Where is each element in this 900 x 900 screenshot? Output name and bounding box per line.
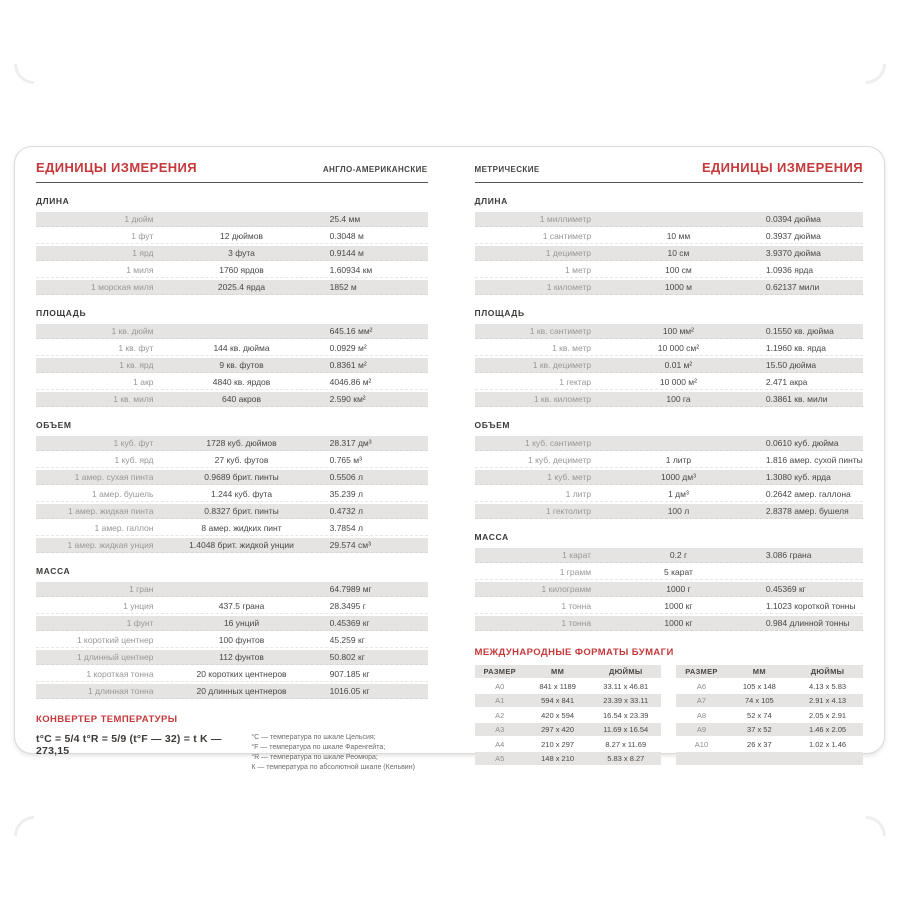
page-subtitle: АНГЛО-АМЕРИКАНСКИЕ — [322, 165, 428, 174]
unit-cell: 1 кв. дециметр — [532, 360, 592, 370]
equivalent-cell: 3 фута — [228, 248, 255, 258]
value-cell: 0.0394 дюйма — [765, 214, 821, 224]
value-cell: 3.086 грана — [765, 550, 812, 560]
value-cell: 0.1550 кв. дюйма — [765, 326, 834, 336]
equivalent-cell: 8 амер. жидких пинт — [201, 523, 282, 533]
unit-cell: 1 акр — [133, 377, 154, 387]
unit-cell: 1 миля — [126, 265, 154, 275]
value-cell — [766, 565, 863, 579]
value-cell: 1.3080 куб. ярда — [765, 472, 831, 482]
mm-cell: 594 x 841 — [541, 696, 575, 705]
size-cell: A6 — [696, 681, 707, 691]
value-cell: 1.1960 кв. ярда — [765, 343, 826, 353]
section — [475, 196, 864, 295]
table-row — [36, 392, 428, 407]
table-row — [36, 667, 428, 682]
value-cell: 29.574 см³ — [329, 540, 371, 550]
equivalent-cell: 1 литр — [665, 455, 692, 465]
unit-cell: 1 куб. ярд — [114, 455, 154, 465]
value-cell: 45.259 кг — [329, 635, 365, 645]
inches-header: ДЮЙМЫ — [810, 667, 845, 676]
equivalent-cell: 0.2 г — [669, 550, 688, 560]
paper-table-header-row — [475, 665, 662, 678]
table-row — [475, 263, 864, 278]
equivalent-cell: 100 см — [665, 265, 692, 275]
mm-cell — [727, 752, 792, 765]
equivalent-cell: 10 000 см² — [657, 343, 700, 353]
unit-cell: 1 литр — [565, 489, 592, 499]
equivalent-cell: 100 л — [667, 506, 690, 516]
inches-cell: 1.02 x 1.46 — [808, 739, 847, 749]
value-cell: 0.4732 л — [329, 506, 363, 516]
legend-line: °R — температура по шкале Реомюра; — [251, 754, 378, 761]
page-right — [450, 147, 885, 763]
unit-cell: 1 длинный центнер — [76, 652, 154, 662]
size-cell: A0 — [495, 681, 505, 691]
unit-cell: 1 килограмм — [541, 584, 592, 594]
size-cell: A5 — [495, 754, 505, 763]
table-row — [36, 521, 428, 536]
paper-formats — [475, 647, 864, 767]
mm-cell: 297 x 420 — [541, 725, 575, 734]
table-row — [676, 680, 863, 693]
table-row — [36, 358, 428, 373]
size-header: РАЗМЕР — [483, 667, 516, 676]
unit-cell: 1 амер. бушель — [92, 489, 154, 499]
value-cell: 28.3495 г — [329, 601, 366, 611]
table-row — [475, 599, 864, 614]
right-sections — [475, 196, 864, 631]
value-cell: 0.9144 м — [329, 248, 364, 258]
table-row — [475, 694, 662, 707]
value-cell: 0.45369 кг — [765, 584, 806, 594]
table-row — [676, 752, 863, 765]
inches-cell: 4.13 x 5.83 — [808, 681, 847, 691]
table-row — [676, 709, 863, 722]
section-label: ОБЪЕМ — [474, 420, 511, 430]
table-row — [475, 709, 662, 722]
equivalent-cell: 5 карат — [664, 567, 693, 577]
unit-cell: 1 гектолитр — [545, 506, 592, 516]
unit-cell: 1 длинная тонна — [87, 686, 154, 696]
equivalent-cell: 1000 м — [664, 282, 693, 292]
equivalent-cell: 1 дм³ — [668, 489, 689, 499]
table-row — [36, 470, 428, 485]
unit-cell: 1 километр — [546, 282, 592, 292]
equivalent-cell — [153, 212, 329, 226]
table-row — [36, 582, 428, 597]
value-cell: 2.8378 амер. бушеля — [765, 506, 849, 516]
equivalent-cell: 1760 ярдов — [219, 265, 264, 275]
temperature-converter — [36, 714, 428, 773]
legend-line: °C — температура по шкале Цельсия; — [251, 734, 376, 741]
unit-cell: 1 куб. фут — [113, 438, 154, 448]
table-row — [36, 324, 428, 339]
legend-line: К — температура по абсолютной шкале (Кельвин) — [251, 764, 415, 771]
temperature-body — [36, 733, 428, 773]
equivalent-cell: 27 куб. футов — [214, 455, 269, 465]
value-cell: 1.816 амер. сухой пинты — [765, 455, 863, 465]
page-curl-bottom-right — [838, 808, 895, 865]
unit-cell: 1 кв. метр — [552, 343, 592, 353]
value-cell: 0.45369 кг — [329, 618, 370, 628]
table-row — [36, 375, 428, 390]
table-row — [475, 565, 864, 580]
page-curl-top-right — [838, 36, 895, 93]
size-cell: A2 — [495, 710, 505, 720]
temperature-title: КОНВЕРТЕР ТЕМПЕРАТУРЫ — [36, 714, 178, 725]
value-cell: 3.9370 дюйма — [765, 248, 821, 258]
unit-cell: 1 фунт — [126, 618, 154, 628]
section — [36, 308, 428, 407]
table-row — [36, 280, 428, 295]
unit-cell: 1 грамм — [559, 567, 592, 577]
value-cell: 907.185 кг — [329, 669, 370, 679]
section-label: ОБЪЕМ — [36, 420, 72, 430]
table-row — [475, 229, 864, 244]
equivalent-cell: 4840 кв. ярдов — [212, 377, 271, 387]
inches-cell: 2.05 x 2.91 — [808, 710, 847, 720]
table-row — [475, 616, 864, 631]
unit-cell: 1 тонна — [561, 601, 592, 611]
inches-cell — [792, 752, 863, 765]
mm-cell: 105 x 148 — [742, 681, 776, 691]
section — [36, 196, 428, 295]
unit-cell: 1 куб. сантиметр — [524, 438, 592, 448]
equivalent-cell: 20 коротких центнеров — [196, 669, 287, 679]
size-cell: A9 — [696, 725, 707, 734]
equivalent-cell: 144 кв. дюйма — [213, 343, 270, 353]
page-subtitle: МЕТРИЧЕСКИЕ — [474, 165, 540, 174]
paper-tables — [475, 665, 864, 767]
page-curl-top-left — [6, 36, 63, 93]
table-row — [36, 599, 428, 614]
equivalent-cell: 2025.4 ярда — [217, 282, 266, 292]
page-title: ЕДИНИЦЫ ИЗМЕРЕНИЯ — [701, 160, 863, 175]
size-cell: A4 — [495, 739, 505, 749]
equivalent-cell: 1.4048 брит. жидкой унции — [189, 540, 294, 550]
page-title: ЕДИНИЦЫ ИЗМЕРЕНИЯ — [36, 160, 198, 175]
section — [36, 420, 428, 553]
section-label: МАССА — [474, 532, 509, 542]
unit-cell: 1 кв. миля — [113, 394, 154, 404]
table-row — [475, 680, 662, 693]
value-cell: 1.60934 км — [329, 265, 373, 275]
table-row — [475, 752, 662, 765]
value-cell: 4046.86 м² — [329, 377, 372, 387]
unit-cell: 1 сантиметр — [542, 231, 592, 241]
value-cell: 0.5506 л — [329, 472, 363, 482]
equivalent-cell: 100 га — [666, 394, 691, 404]
inches-cell: 23.39 x 33.11 — [603, 696, 649, 705]
value-cell: 645.16 мм² — [329, 326, 373, 336]
section-label: ДЛИНА — [474, 196, 508, 206]
inches-cell: 11.69 x 16.54 — [603, 725, 649, 734]
table-row — [475, 723, 662, 736]
size-cell: A8 — [696, 710, 707, 720]
unit-cell: 1 ярд — [132, 248, 154, 258]
equivalent-cell — [591, 212, 766, 226]
page-right-header — [475, 160, 864, 175]
legend-line: °F — температура по шкале Фаренгейта; — [251, 744, 386, 751]
header-rule — [475, 182, 864, 183]
mm-cell: 52 x 74 — [747, 710, 772, 720]
table-row — [475, 548, 864, 563]
paper-table — [475, 665, 662, 767]
equivalent-cell: 10 см — [667, 248, 690, 258]
unit-cell: 1 фут — [131, 231, 154, 241]
unit-cell: 1 короткая тонна — [86, 669, 154, 679]
value-cell: 0.0610 куб. дюйма — [765, 438, 839, 448]
inches-cell: 16.54 x 23.39 — [603, 710, 649, 720]
mm-header: ММ — [752, 667, 766, 676]
header-rule — [36, 182, 428, 183]
table-row — [475, 436, 864, 451]
size-cell: A3 — [495, 725, 505, 734]
equivalent-cell: 10 мм — [666, 231, 691, 241]
table-row — [475, 375, 864, 390]
mm-cell: 210 x 297 — [541, 739, 575, 749]
inches-cell: 8.27 x 11.69 — [605, 739, 647, 749]
section-label: ПЛОЩАДЬ — [474, 308, 525, 318]
value-cell: 1016.05 кг — [329, 686, 370, 696]
table-row — [36, 246, 428, 261]
equivalent-cell: 0.9689 брит. пинты — [204, 472, 279, 482]
table-row — [475, 392, 864, 407]
table-row — [36, 436, 428, 451]
inches-cell: 1.46 x 2.05 — [808, 725, 847, 734]
table-row — [36, 487, 428, 502]
unit-cell: 1 кв. дюйм — [111, 326, 154, 336]
unit-cell: 1 куб. дециметр — [527, 455, 592, 465]
unit-cell: 1 дециметр — [545, 248, 592, 258]
table-row — [36, 650, 428, 665]
value-cell: 28.317 дм³ — [329, 438, 372, 448]
value-cell: 0.62137 мили — [765, 282, 820, 292]
table-row — [475, 358, 864, 373]
unit-cell: 1 карат — [562, 550, 592, 560]
value-cell: 15.50 дюйма — [765, 360, 817, 370]
value-cell: 0.3937 дюйма — [765, 231, 821, 241]
equivalent-cell: 9 кв. футов — [219, 360, 264, 370]
section — [475, 532, 864, 631]
mm-cell: 420 x 594 — [541, 710, 575, 720]
value-cell: 0.984 длинной тонны — [765, 618, 850, 628]
table-row — [475, 246, 864, 261]
size-cell — [676, 752, 726, 765]
table-row — [36, 453, 428, 468]
table-row — [475, 341, 864, 356]
table-row — [475, 470, 864, 485]
value-cell: 1.1023 короткой тонны — [765, 601, 856, 611]
size-cell: A1 — [495, 696, 505, 705]
unit-cell: 1 морская миля — [91, 282, 154, 292]
value-cell: 1.0936 ярда — [765, 265, 814, 275]
unit-cell: 1 кв. сантиметр — [529, 326, 592, 336]
notebook-spread — [14, 146, 885, 771]
equivalent-cell: 20 длинных центнеров — [196, 686, 287, 696]
table-row — [36, 212, 428, 227]
section — [475, 308, 864, 407]
table-row — [36, 341, 428, 356]
unit-cell: 1 амер. жидкая унция — [67, 540, 154, 550]
section-label: ПЛОЩАДЬ — [36, 308, 87, 318]
equivalent-cell: 1728 куб. дюймов — [206, 438, 277, 448]
equivalent-cell: 1000 кг — [664, 618, 693, 628]
equivalent-cell: 100 мм² — [662, 326, 694, 336]
unit-cell: 1 короткий центнер — [76, 635, 154, 645]
unit-cell: 1 амер. галлон — [94, 523, 154, 533]
equivalent-cell: 10 000 м² — [659, 377, 697, 387]
unit-cell: 1 кв. фут — [118, 343, 154, 353]
temperature-legend — [251, 733, 415, 773]
table-row — [676, 694, 863, 707]
unit-cell: 1 метр — [565, 265, 592, 275]
table-row — [475, 487, 864, 502]
paper-formats-title: МЕЖДУНАРОДНЫЕ ФОРМАТЫ БУМАГИ — [474, 647, 674, 658]
inches-cell: 2.91 x 4.13 — [808, 696, 847, 705]
unit-cell: 1 кв. километр — [533, 394, 592, 404]
value-cell: 50.802 кг — [329, 652, 365, 662]
equivalent-cell — [153, 324, 329, 338]
value-cell: 35.239 л — [329, 489, 363, 499]
value-cell: 0.2642 амер. галлона — [765, 489, 851, 499]
inches-cell: 33.11 x 46.81 — [603, 681, 649, 691]
inches-cell: 5.83 x 8.27 — [607, 754, 645, 763]
table-row — [475, 280, 864, 295]
value-cell: 3.7854 л — [329, 523, 363, 533]
table-row — [475, 582, 864, 597]
unit-cell: 1 амер. жидкая пинта — [68, 506, 154, 516]
size-header: РАЗМЕР — [685, 667, 718, 676]
page-left — [15, 147, 450, 771]
equivalent-cell: 12 дюймов — [220, 231, 264, 241]
unit-cell: 1 тонна — [561, 618, 592, 628]
value-cell: 1852 м — [329, 282, 357, 292]
equivalent-cell: 1000 г — [666, 584, 691, 594]
value-cell: 0.8361 м² — [329, 360, 367, 370]
table-row — [676, 738, 863, 751]
temperature-formula: t°C = 5/4 t°R = 5/9 (t°F — 32) = t K — 273,15 — [36, 733, 222, 757]
table-row — [475, 453, 864, 468]
table-row — [36, 616, 428, 631]
size-cell: A7 — [696, 696, 707, 705]
table-row — [36, 633, 428, 648]
table-row — [36, 538, 428, 553]
unit-cell: 1 миллиметр — [539, 214, 592, 224]
table-row — [475, 738, 662, 751]
section — [475, 420, 864, 519]
unit-cell: 1 гран — [129, 584, 154, 594]
equivalent-cell: 1.244 куб. фута — [210, 489, 273, 499]
unit-cell: 1 кв. ярд — [119, 360, 154, 370]
mm-cell: 841 x 1189 — [539, 681, 576, 691]
equivalent-cell — [153, 582, 329, 596]
equivalent-cell: 1000 дм³ — [661, 472, 696, 482]
left-sections — [36, 196, 428, 699]
unit-cell: 1 куб. метр — [547, 472, 592, 482]
table-row — [36, 229, 428, 244]
value-cell: 2.471 акра — [765, 377, 808, 387]
table-row — [475, 324, 864, 339]
value-cell: 0.0929 м² — [329, 343, 367, 353]
size-cell: A10 — [694, 739, 709, 749]
equivalent-cell: 640 акров — [222, 394, 261, 404]
equivalent-cell — [591, 436, 766, 450]
unit-cell: 1 дюйм — [124, 214, 154, 224]
paper-table — [676, 665, 863, 767]
mm-cell: 26 x 37 — [747, 739, 772, 749]
table-row — [36, 684, 428, 699]
mm-header: ММ — [551, 667, 565, 676]
page-curl-bottom-left — [6, 808, 63, 865]
value-cell: 0.3861 кв. мили — [765, 394, 828, 404]
mm-cell: 37 x 52 — [747, 725, 772, 734]
section — [36, 566, 428, 699]
equivalent-cell: 100 фунтов — [218, 635, 265, 645]
table-row — [36, 504, 428, 519]
unit-cell: 1 гектар — [559, 377, 592, 387]
table-row — [36, 263, 428, 278]
mm-cell: 148 x 210 — [541, 754, 575, 763]
value-cell: 0.3048 м — [329, 231, 364, 241]
equivalent-cell: 0.8327 брит. пинты — [204, 506, 279, 516]
unit-cell: 1 амер. сухая пинта — [74, 472, 154, 482]
inches-header: ДЮЙМЫ — [608, 667, 643, 676]
value-cell: 25.4 мм — [329, 214, 361, 224]
equivalent-cell: 16 унций — [223, 618, 260, 628]
table-row — [475, 504, 864, 519]
value-cell: 64.7989 мг — [329, 584, 372, 594]
equivalent-cell: 0.01 м² — [664, 360, 693, 370]
section-label: МАССА — [36, 566, 71, 576]
value-cell: 2.590 км² — [329, 394, 366, 404]
value-cell: 0.765 м³ — [329, 455, 362, 465]
table-row — [475, 212, 864, 227]
page-left-header — [36, 160, 428, 175]
section-label: ДЛИНА — [36, 196, 70, 206]
equivalent-cell: 112 фунтов — [219, 652, 264, 662]
mm-cell: 74 x 105 — [744, 696, 774, 705]
equivalent-cell: 1000 кг — [664, 601, 693, 611]
unit-cell: 1 унция — [123, 601, 154, 611]
table-row — [676, 723, 863, 736]
paper-table-header-row — [676, 665, 863, 678]
equivalent-cell: 437.5 грана — [218, 601, 265, 611]
